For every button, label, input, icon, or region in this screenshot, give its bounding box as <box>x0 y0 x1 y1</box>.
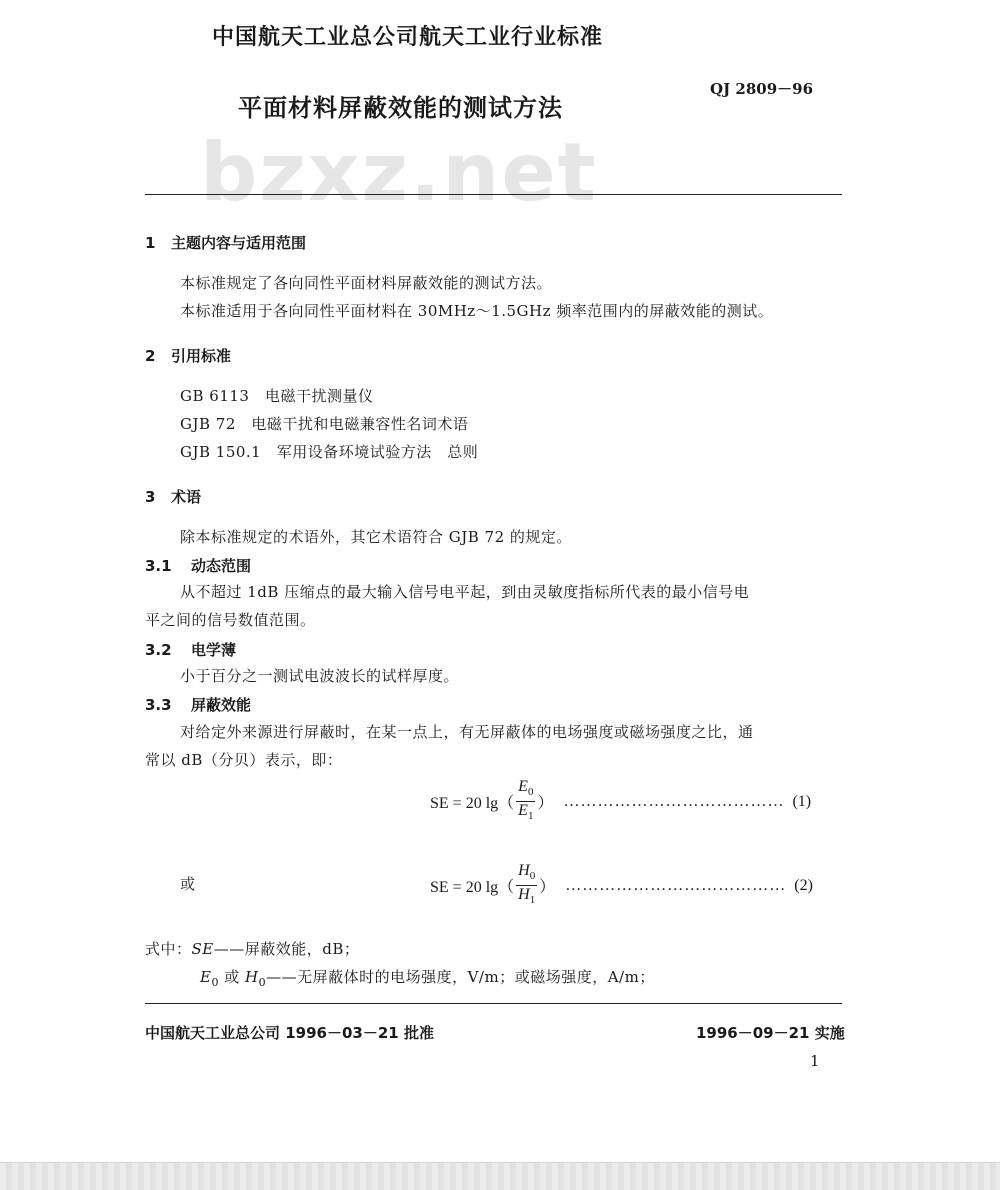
paragraph: 常以 dB（分贝）表示，即： <box>145 751 343 769</box>
section-number: 2 <box>145 347 156 365</box>
denominator-variable: E <box>518 802 528 820</box>
viewer-bottom-strip <box>0 1162 1000 1190</box>
reference-name: 电磁干扰测量仪 <box>264 387 374 405</box>
reference-code: GJB 72 <box>180 415 236 433</box>
formula-1 <box>430 778 811 825</box>
or-text: 或 <box>218 968 245 986</box>
numerator-variable: E <box>518 778 528 795</box>
section-title: 屏蔽效能 <box>191 696 252 714</box>
paragraph: 平之间的信号数值范围。 <box>145 611 316 629</box>
leader-dots: ………………………………… <box>565 876 787 894</box>
formula-rhs: ） <box>539 879 556 897</box>
watermark: bzxz.net <box>200 126 598 219</box>
fraction-numerator <box>516 778 535 802</box>
reference-code: GB 6113 <box>180 387 250 405</box>
fraction-denominator <box>516 802 535 825</box>
se-variable: SE <box>191 940 214 958</box>
section-number: 3 <box>145 488 156 506</box>
section-3-3-heading <box>145 694 251 715</box>
se-description: ——屏蔽效能，dB； <box>213 940 360 958</box>
section-number: 3.2 <box>145 641 172 659</box>
h0-subscript: 0 <box>258 976 267 989</box>
footer-rule <box>145 1003 842 1004</box>
organization-title: 中国航天工业总公司航天工业行业标准 <box>212 25 604 50</box>
reference-name: 军用设备环境试验方法 总则 <box>276 443 479 461</box>
paragraph: 对给定外来源进行屏蔽时，在某一点上，有无屏蔽体的电场强度或磁场强度之比，通 <box>180 723 754 741</box>
e0-subscript: 0 <box>211 976 219 989</box>
paragraph: 从不超过 1dB 压缩点的最大输入信号电平起，到由灵敏度指标所代表的最小信号电 <box>180 583 750 601</box>
fraction-numerator <box>516 862 537 886</box>
numerator-subscript: 0 <box>527 786 534 799</box>
numerator-variable: H <box>518 862 530 879</box>
formula-2 <box>430 862 813 909</box>
section-2-heading <box>145 345 231 366</box>
where-label: 式中： <box>145 940 192 958</box>
denominator-subscript: 1 <box>527 810 534 823</box>
numerator-subscript: 0 <box>529 870 536 883</box>
leader-dots: ………………………………… <box>563 792 785 810</box>
fraction <box>516 778 535 825</box>
document-title: 平面材料屏蔽效能的测试方法 <box>238 94 563 122</box>
approval-date: 中国航天工业总公司 1996－03－21 批准 <box>145 1024 434 1042</box>
equation-number: (2) <box>794 876 813 894</box>
section-title: 引用标准 <box>171 347 232 365</box>
h0-letter: H <box>245 968 259 986</box>
fraction <box>516 862 537 909</box>
denominator-variable: H <box>518 886 530 904</box>
paragraph: 小于百分之一测试电波波长的试样厚度。 <box>180 667 460 685</box>
e0-description: ——无屏蔽体时的电场强度，V/m；或磁场强度，A/m； <box>266 968 655 986</box>
section-number: 1 <box>145 234 156 252</box>
formula-lhs: SE = 20 lg（ <box>430 879 515 897</box>
where-line-e0 <box>200 966 655 989</box>
reference-name: 电磁干扰和电磁兼容性名词术语 <box>251 415 469 433</box>
fraction-denominator <box>516 886 537 909</box>
header-rule <box>145 194 842 195</box>
reference-item <box>180 413 468 434</box>
section-3-2-heading <box>145 639 236 660</box>
section-title: 术语 <box>171 488 202 506</box>
h0-variable <box>245 968 267 989</box>
equation-number: (1) <box>792 792 812 810</box>
paragraph: 除本标准规定的术语外，其它术语符合 GJB 72 的规定。 <box>180 528 572 546</box>
reference-item <box>180 385 373 406</box>
section-title: 动态范围 <box>191 557 252 575</box>
paragraph: 本标准规定了各向同性平面材料屏蔽效能的测试方法。 <box>180 274 553 292</box>
e0-letter: E <box>200 968 212 986</box>
section-1-heading <box>145 232 306 253</box>
section-number: 3.1 <box>145 557 172 575</box>
standard-number: QJ 2809－96 <box>710 80 814 98</box>
where-line-se <box>145 938 359 959</box>
section-number: 3.3 <box>145 696 172 714</box>
or-label: 或 <box>180 875 196 893</box>
paragraph: 本标准适用于各向同性平面材料在 30MHz～1.5GHz 频率范围内的屏蔽效能的测试。 <box>180 302 774 320</box>
e0-variable <box>200 968 219 989</box>
reference-item <box>180 441 478 462</box>
reference-code: GJB 150.1 <box>180 443 262 461</box>
section-3-heading <box>145 486 201 507</box>
formula-rhs: ） <box>537 795 554 813</box>
effective-date: 1996－09－21 实施 <box>696 1024 845 1042</box>
section-title: 主题内容与适用范围 <box>171 234 307 252</box>
denominator-subscript: 1 <box>529 894 536 907</box>
formula-lhs: SE = 20 lg（ <box>430 795 515 813</box>
section-title: 电学薄 <box>191 641 237 659</box>
page-number: 1 <box>810 1052 820 1070</box>
section-3-1-heading <box>145 555 251 576</box>
